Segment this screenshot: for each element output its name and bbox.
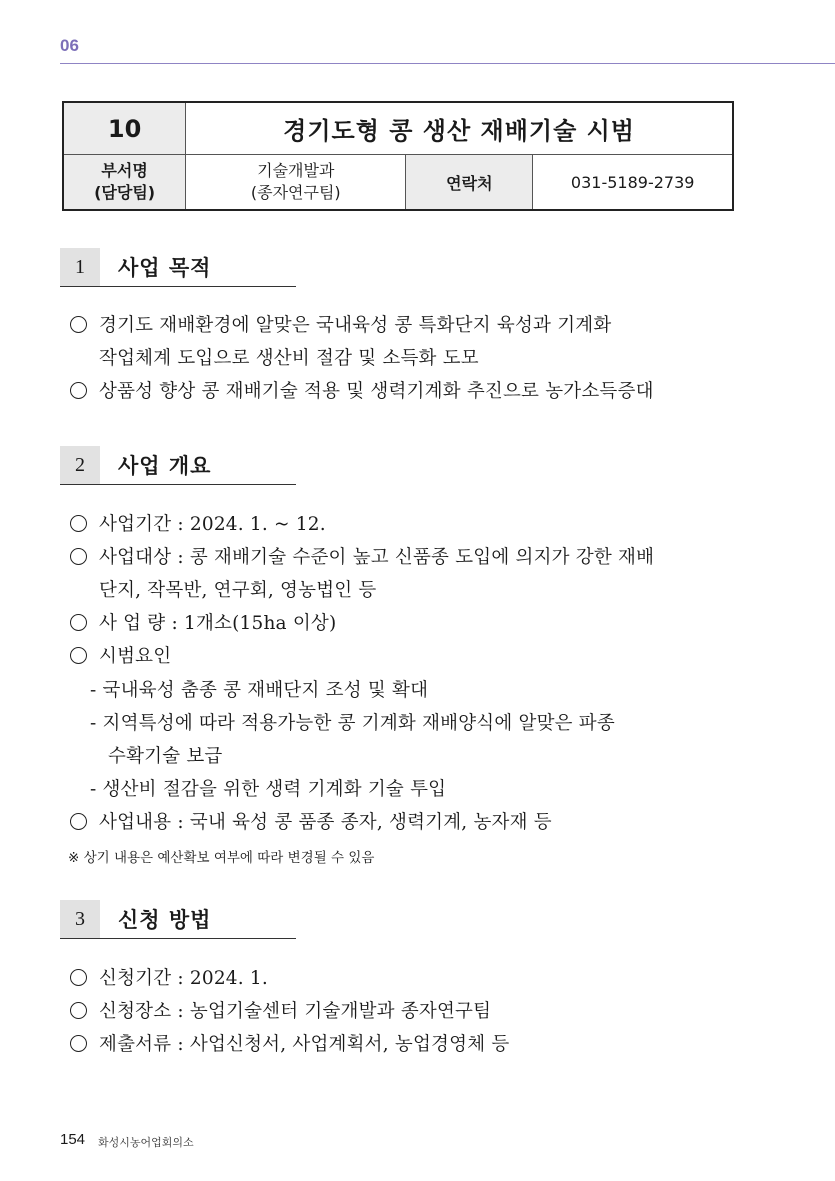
section-title: 사업 개요 — [118, 454, 212, 478]
list-item: 제출서류 : 사업신청서, 사업계획서, 농업경영체 등 — [70, 1030, 509, 1056]
circle-bullet-icon — [70, 1002, 87, 1019]
project-number: 10 — [63, 102, 186, 155]
section-title: 신청 방법 — [118, 908, 212, 932]
circle-bullet-icon — [70, 647, 87, 664]
circle-bullet-icon — [70, 1035, 87, 1052]
list-item: 상품성 향상 콩 재배기술 적용 및 생력기계화 추진으로 농가소득증대 — [70, 377, 654, 403]
circle-bullet-icon — [70, 548, 87, 565]
sub-list-item: - 지역특성에 따라 적용가능한 콩 기계화 재배양식에 알맞은 파종 — [90, 713, 615, 734]
department-value — [186, 155, 406, 211]
contact-value: 031-5189-2739 — [533, 155, 733, 211]
department-label-line2: (담당팀) — [94, 183, 156, 202]
list-item: 신청기간 : 2024. 1. — [70, 964, 268, 990]
sub-list-item: - 생산비 절감을 위한 생력 기계화 기술 투입 — [90, 779, 447, 800]
project-title: 경기도형 콩 생산 재배기술 시범 — [186, 102, 733, 155]
section-title: 사업 목적 — [118, 256, 212, 280]
list-item: 신청장소 : 농업기술센터 기술개발과 종자연구팀 — [70, 997, 491, 1023]
circle-bullet-icon — [70, 969, 87, 986]
list-item: 사업대상 : 콩 재배기술 수준이 높고 신품종 도입에 의지가 강한 재배 — [70, 543, 654, 569]
sub-list-item-continuation: 수확기술 보급 — [108, 746, 223, 767]
sub-list-item: - 국내육성 춤종 콩 재배단지 조성 및 확대 — [90, 680, 429, 701]
list-item: 사업기간 : 2024. 1. ~ 12. — [70, 510, 326, 536]
department-value-line2: (종자연구팀) — [250, 183, 341, 202]
section-number: 1 — [60, 248, 100, 286]
department-value-line1: 기술개발과 — [257, 161, 335, 180]
section-number: 3 — [60, 900, 100, 938]
contact-label: 연락처 — [406, 155, 533, 211]
section-number: 2 — [60, 446, 100, 484]
department-label-line1: 부서명 — [101, 161, 148, 180]
section-heading-purpose — [60, 248, 296, 287]
footer-organization: 화성시농어업회의소 — [98, 1136, 194, 1149]
project-info-table — [62, 101, 734, 211]
top-divider — [60, 63, 835, 64]
section-heading-application — [60, 900, 296, 939]
list-item: 사업내용 : 국내 육성 콩 품종 종자, 생력기계, 농자재 등 — [70, 808, 552, 834]
list-item: 사 업 량 : 1개소(15ha 이상) — [70, 609, 336, 635]
page-number: 154 — [60, 1131, 86, 1148]
circle-bullet-icon — [70, 382, 87, 399]
list-item-continuation: 작업체계 도입으로 생산비 절감 및 소득화 도모 — [99, 348, 479, 369]
department-label — [63, 155, 186, 211]
chapter-number: 06 — [60, 36, 79, 55]
circle-bullet-icon — [70, 316, 87, 333]
footnote: ※ 상기 내용은 예산확보 여부에 따라 변경될 수 있음 — [68, 850, 375, 866]
circle-bullet-icon — [70, 614, 87, 631]
section-heading-overview — [60, 446, 296, 485]
list-item-continuation: 단지, 작목반, 연구회, 영농법인 등 — [99, 580, 377, 601]
circle-bullet-icon — [70, 813, 87, 830]
list-item: 경기도 재배환경에 알맞은 국내육성 콩 특화단지 육성과 기계화 — [70, 311, 611, 337]
list-item: 시범요인 — [70, 642, 171, 668]
circle-bullet-icon — [70, 515, 87, 532]
